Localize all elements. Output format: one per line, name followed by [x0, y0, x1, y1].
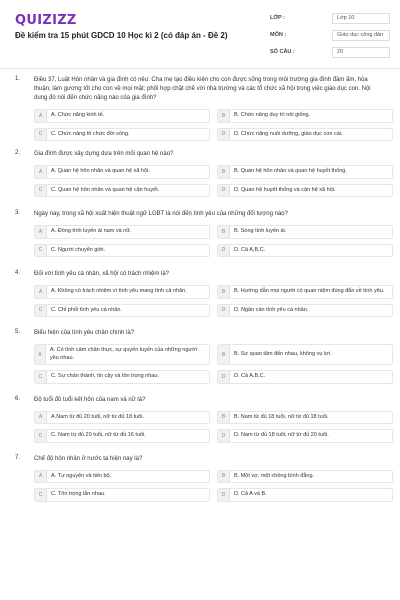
question-item	[15, 396, 385, 443]
answer-option-a[interactable]	[34, 470, 210, 484]
question-item	[15, 210, 385, 257]
option-text: B. Song tính luyến ái.	[234, 228, 287, 234]
meta-info	[266, 11, 390, 62]
option-text: B. Nam từ đủ 18 tuổi, nữ từ đủ 18 tuổi.	[234, 413, 329, 420]
option-letter: D	[218, 371, 230, 383]
option-letter: B	[218, 166, 230, 178]
option-text: D. Quan hệ huyết thống và cận hệ xã hội.	[234, 186, 336, 193]
option-letter: D	[218, 129, 230, 141]
option-text: C. Sự chân thành, tin cậy và tôn trọng nhau.	[51, 373, 159, 379]
answer-option-a[interactable]	[34, 225, 210, 239]
option-text: C. Chức năng tổ chức đời sống.	[51, 130, 130, 137]
option-text: A. Có tình cảm chân thực, sự quyến luyến của những người yêu nhau.	[49, 347, 197, 361]
question-text: Điều 37, Luật Hôn nhân và gia đình có nêu: Cha mẹ tạo điều kiện cho con được sống trong môi trường gia đình đầm ấm, hòa thuận; làm gương tốt cho con về mọi mặt; phối hợp chặt chẽ với nhà trường và các tổ chức xã hội trong việc giáo dục con. Nội dung đó nói đến chức năng nào của gia đình?	[34, 77, 371, 101]
option-text: B. Quan hệ hôn nhân và quan hệ huyết thống.	[234, 168, 347, 174]
question-list	[0, 76, 400, 514]
option-letter: D	[218, 185, 230, 197]
option-letter: C	[35, 305, 47, 317]
question-item	[15, 150, 385, 197]
answer-option-b[interactable]	[217, 225, 393, 239]
option-text: C. Chỉ phối tình yêu cá nhân.	[51, 306, 122, 313]
answer-option-d[interactable]	[217, 184, 393, 198]
answer-option-c[interactable]	[34, 304, 210, 318]
question-text: Biểu hiện của tình yêu chân chính là?	[34, 330, 135, 336]
document-header	[0, 0, 400, 66]
meta-value: 20	[332, 47, 390, 58]
answer-option-c[interactable]	[34, 488, 210, 502]
option-letter: A	[35, 226, 47, 238]
answer-option-c[interactable]	[34, 370, 210, 384]
answer-option-a[interactable]	[34, 411, 210, 425]
question-number: 6.	[15, 395, 21, 402]
option-text: D. Cả A,B,C.	[234, 373, 266, 379]
question-text: Ngày nay, trong xã hội xuất hiện thuật ngữ LGBT là nói đến tình yêu của những đối tượng nào?	[34, 211, 288, 217]
option-letter: C	[35, 489, 47, 501]
option-text: A.Nam từ đủ 20 tuổi, nữ từ đủ 18 tuổi.	[51, 413, 144, 420]
meta-row-count	[266, 45, 390, 59]
meta-row-subject	[266, 28, 390, 42]
answer-option-a[interactable]	[34, 344, 210, 365]
option-text: C. Quan hệ hôn nhân và quan hệ cận huyết.	[51, 186, 160, 193]
question-number: 5.	[15, 329, 21, 335]
option-letter: B	[218, 412, 230, 424]
answer-option-d[interactable]	[217, 370, 393, 384]
option-text: A. Đồng tính luyến ái nam và nữ.	[51, 228, 132, 234]
question-text: Gia đình được xây dựng dựa trên mối quan hệ nào?	[34, 151, 174, 157]
meta-value: Lớp 10	[332, 13, 390, 24]
answer-option-a[interactable]	[34, 285, 210, 299]
option-letter: C	[35, 430, 47, 442]
header-divider	[0, 68, 400, 69]
option-text: A. Quan hệ hôn nhân và quan hệ xã hội.	[51, 168, 150, 174]
question-item	[15, 329, 385, 384]
answer-option-b[interactable]	[217, 165, 393, 179]
option-text: B. Chức năng duy trì nòi giống.	[234, 112, 311, 118]
answer-options	[34, 470, 385, 502]
option-text: B. Sự quan tâm đến nhau, không vụ lợi.	[234, 350, 332, 357]
question-number: 4.	[15, 270, 21, 276]
option-text: D. Nam từ đủ 18 tuổi, nữ từ đủ 20 tuổi.	[234, 432, 329, 438]
option-letter: A	[35, 345, 46, 364]
option-letter: B	[218, 286, 230, 298]
question-text: Độ tuổi đủ tuổi kết hôn của nam và nữ là?	[34, 396, 146, 403]
answer-options	[34, 225, 385, 257]
option-letter: D	[218, 245, 230, 257]
option-letter: D	[218, 489, 230, 501]
option-text: C. Tôn trọng lẫn nhau.	[51, 491, 106, 497]
meta-row-class	[266, 11, 390, 25]
answer-option-c[interactable]	[34, 128, 210, 142]
option-text: A. Chức năng kinh tế.	[51, 112, 105, 118]
option-letter: C	[35, 129, 47, 141]
answer-options	[34, 411, 385, 443]
meta-value: Giáo dục công dân	[332, 30, 390, 41]
answer-option-b[interactable]	[217, 344, 393, 365]
option-letter: C	[35, 245, 47, 257]
question-number: 7.	[15, 454, 21, 461]
answer-option-a[interactable]	[34, 165, 210, 179]
option-letter: A	[35, 286, 47, 298]
meta-label: LỚP :	[270, 15, 285, 21]
answer-option-c[interactable]	[34, 429, 210, 443]
option-text: D. Cả A,B,C.	[234, 246, 266, 253]
answer-option-b[interactable]	[217, 411, 393, 425]
question-number: 3.	[15, 210, 21, 216]
question-item	[15, 76, 385, 141]
question-text: Chế độ hôn nhân ở nước ta hiện nay là?	[34, 455, 143, 462]
quizizz-logo: QUIZIZZ	[15, 13, 77, 28]
option-letter: B	[218, 110, 230, 122]
option-letter: A	[35, 166, 47, 178]
option-letter: C	[35, 185, 47, 197]
option-text: C. Người chuyển giới.	[51, 246, 105, 253]
answer-options	[34, 344, 385, 384]
option-letter: D	[218, 430, 230, 442]
question-number: 1.	[15, 76, 21, 82]
option-text: C. Nam từ đủ 20 tuổi, nữ từ đủ 16 tuổi.	[51, 432, 146, 438]
question-item	[15, 455, 385, 502]
answer-option-a[interactable]	[34, 109, 210, 123]
meta-label: MÔN :	[270, 32, 287, 38]
answer-option-c[interactable]	[34, 244, 210, 258]
answer-option-d[interactable]	[217, 244, 393, 258]
option-text: A. Không có trách nhiệm vì tình yêu mang tính cá nhân.	[51, 288, 187, 294]
option-letter: B	[218, 471, 230, 483]
meta-label: SỐ CÂU :	[270, 49, 295, 55]
answer-option-d[interactable]	[217, 429, 393, 443]
option-letter: D	[218, 305, 230, 317]
answer-option-d[interactable]	[217, 128, 393, 142]
option-letter: A	[35, 412, 47, 424]
answer-option-b[interactable]	[217, 285, 393, 299]
option-text: D. Ngăn cản tình yêu cá nhân.	[234, 306, 309, 313]
option-letter: B	[218, 226, 230, 238]
option-text: A. Tự nguyện và tiến bộ.	[51, 472, 112, 479]
question-item	[15, 270, 385, 317]
answer-option-b[interactable]	[217, 470, 393, 484]
page-title: Đề kiểm tra 15 phút GDCD 10 Học kì 2 (có đáp án - Đề 2)	[15, 31, 228, 40]
answer-option-d[interactable]	[217, 304, 393, 318]
option-letter: C	[35, 371, 47, 383]
answer-options	[34, 285, 385, 317]
option-text: D. Cả A và B.	[234, 491, 267, 497]
option-letter: B	[218, 345, 230, 364]
option-text: B. Một vợ, một chồng bình đẳng.	[234, 472, 315, 479]
option-text: B. Hướng dẫn mọi người có quan niệm đúng đắn về tình yêu.	[234, 288, 385, 294]
answer-options	[34, 165, 385, 197]
question-number: 2.	[15, 150, 21, 156]
answer-options	[34, 109, 385, 141]
option-letter: A	[35, 110, 47, 122]
question-text: Đối với tình yêu cá nhân, xã hội có trách nhiệm là?	[34, 271, 170, 277]
option-letter: A	[35, 471, 47, 483]
answer-option-b[interactable]	[217, 109, 393, 123]
answer-option-c[interactable]	[34, 184, 210, 198]
answer-option-d[interactable]	[217, 488, 393, 502]
option-text: D. Chức năng nuôi dưỡng, giáo dục con cái.	[234, 130, 343, 137]
